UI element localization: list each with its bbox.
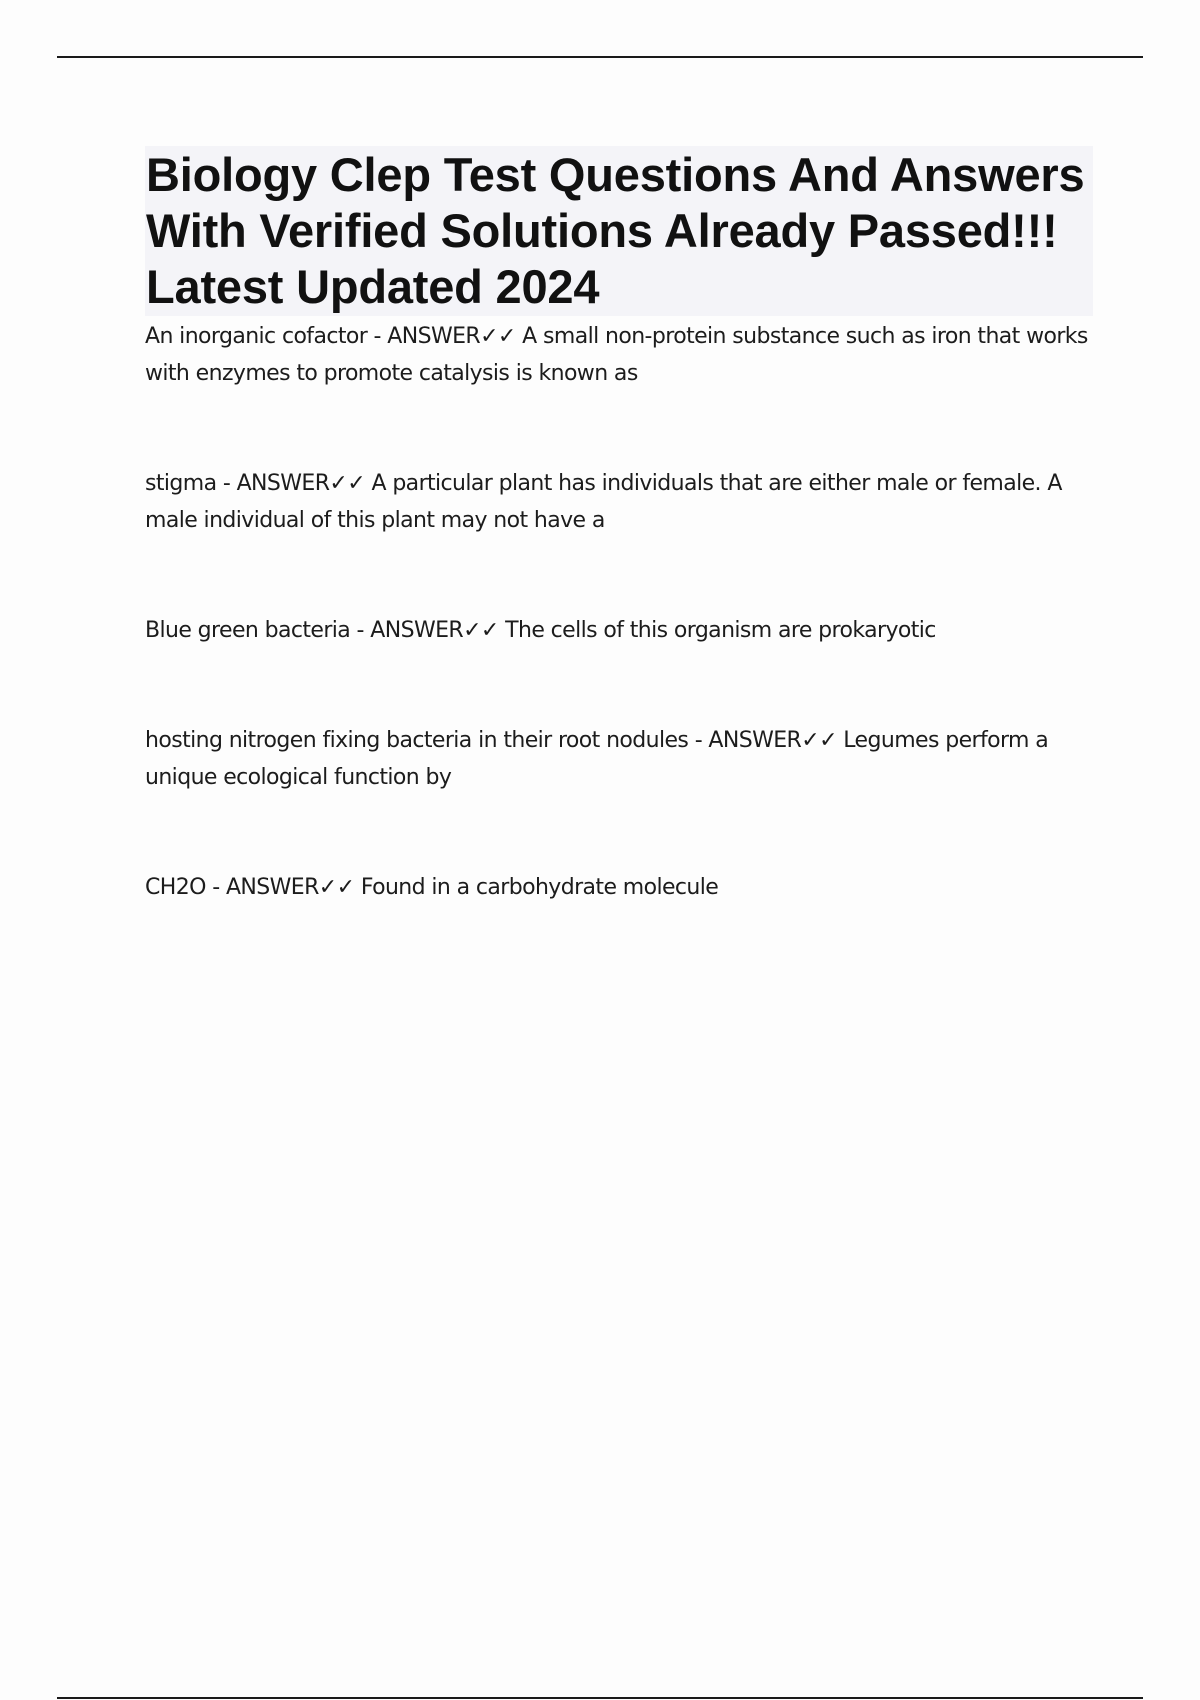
qa-item: CH2O - ANSWER✓✓ Found in a carbohydrate molecule — [145, 875, 719, 900]
qa-list — [145, 318, 1093, 906]
qa-item: An inorganic cofactor - ANSWER✓✓ A small non-protein substance such as iron that works with enzymes to promote catalysis is known as — [145, 324, 1088, 386]
header-rule — [57, 56, 1143, 58]
title-block — [145, 146, 1093, 316]
qa-item: stigma - ANSWER✓✓ A particular plant has individuals that are either male or female. A male individual of this plant may not have a — [145, 471, 1062, 533]
document-body — [145, 146, 1093, 906]
qa-item: Blue green bacteria - ANSWER✓✓ The cells of this organism are prokaryotic — [145, 618, 936, 643]
footer-rule — [57, 1697, 1143, 1699]
document-title: Biology Clep Test Questions And Answers With Verified Solutions Already Passed!!! Latest Updated 2024 — [146, 148, 1085, 313]
qa-item: hosting nitrogen fixing bacteria in their root nodules - ANSWER✓✓ Legumes perform a unique ecological function by — [145, 728, 1049, 790]
